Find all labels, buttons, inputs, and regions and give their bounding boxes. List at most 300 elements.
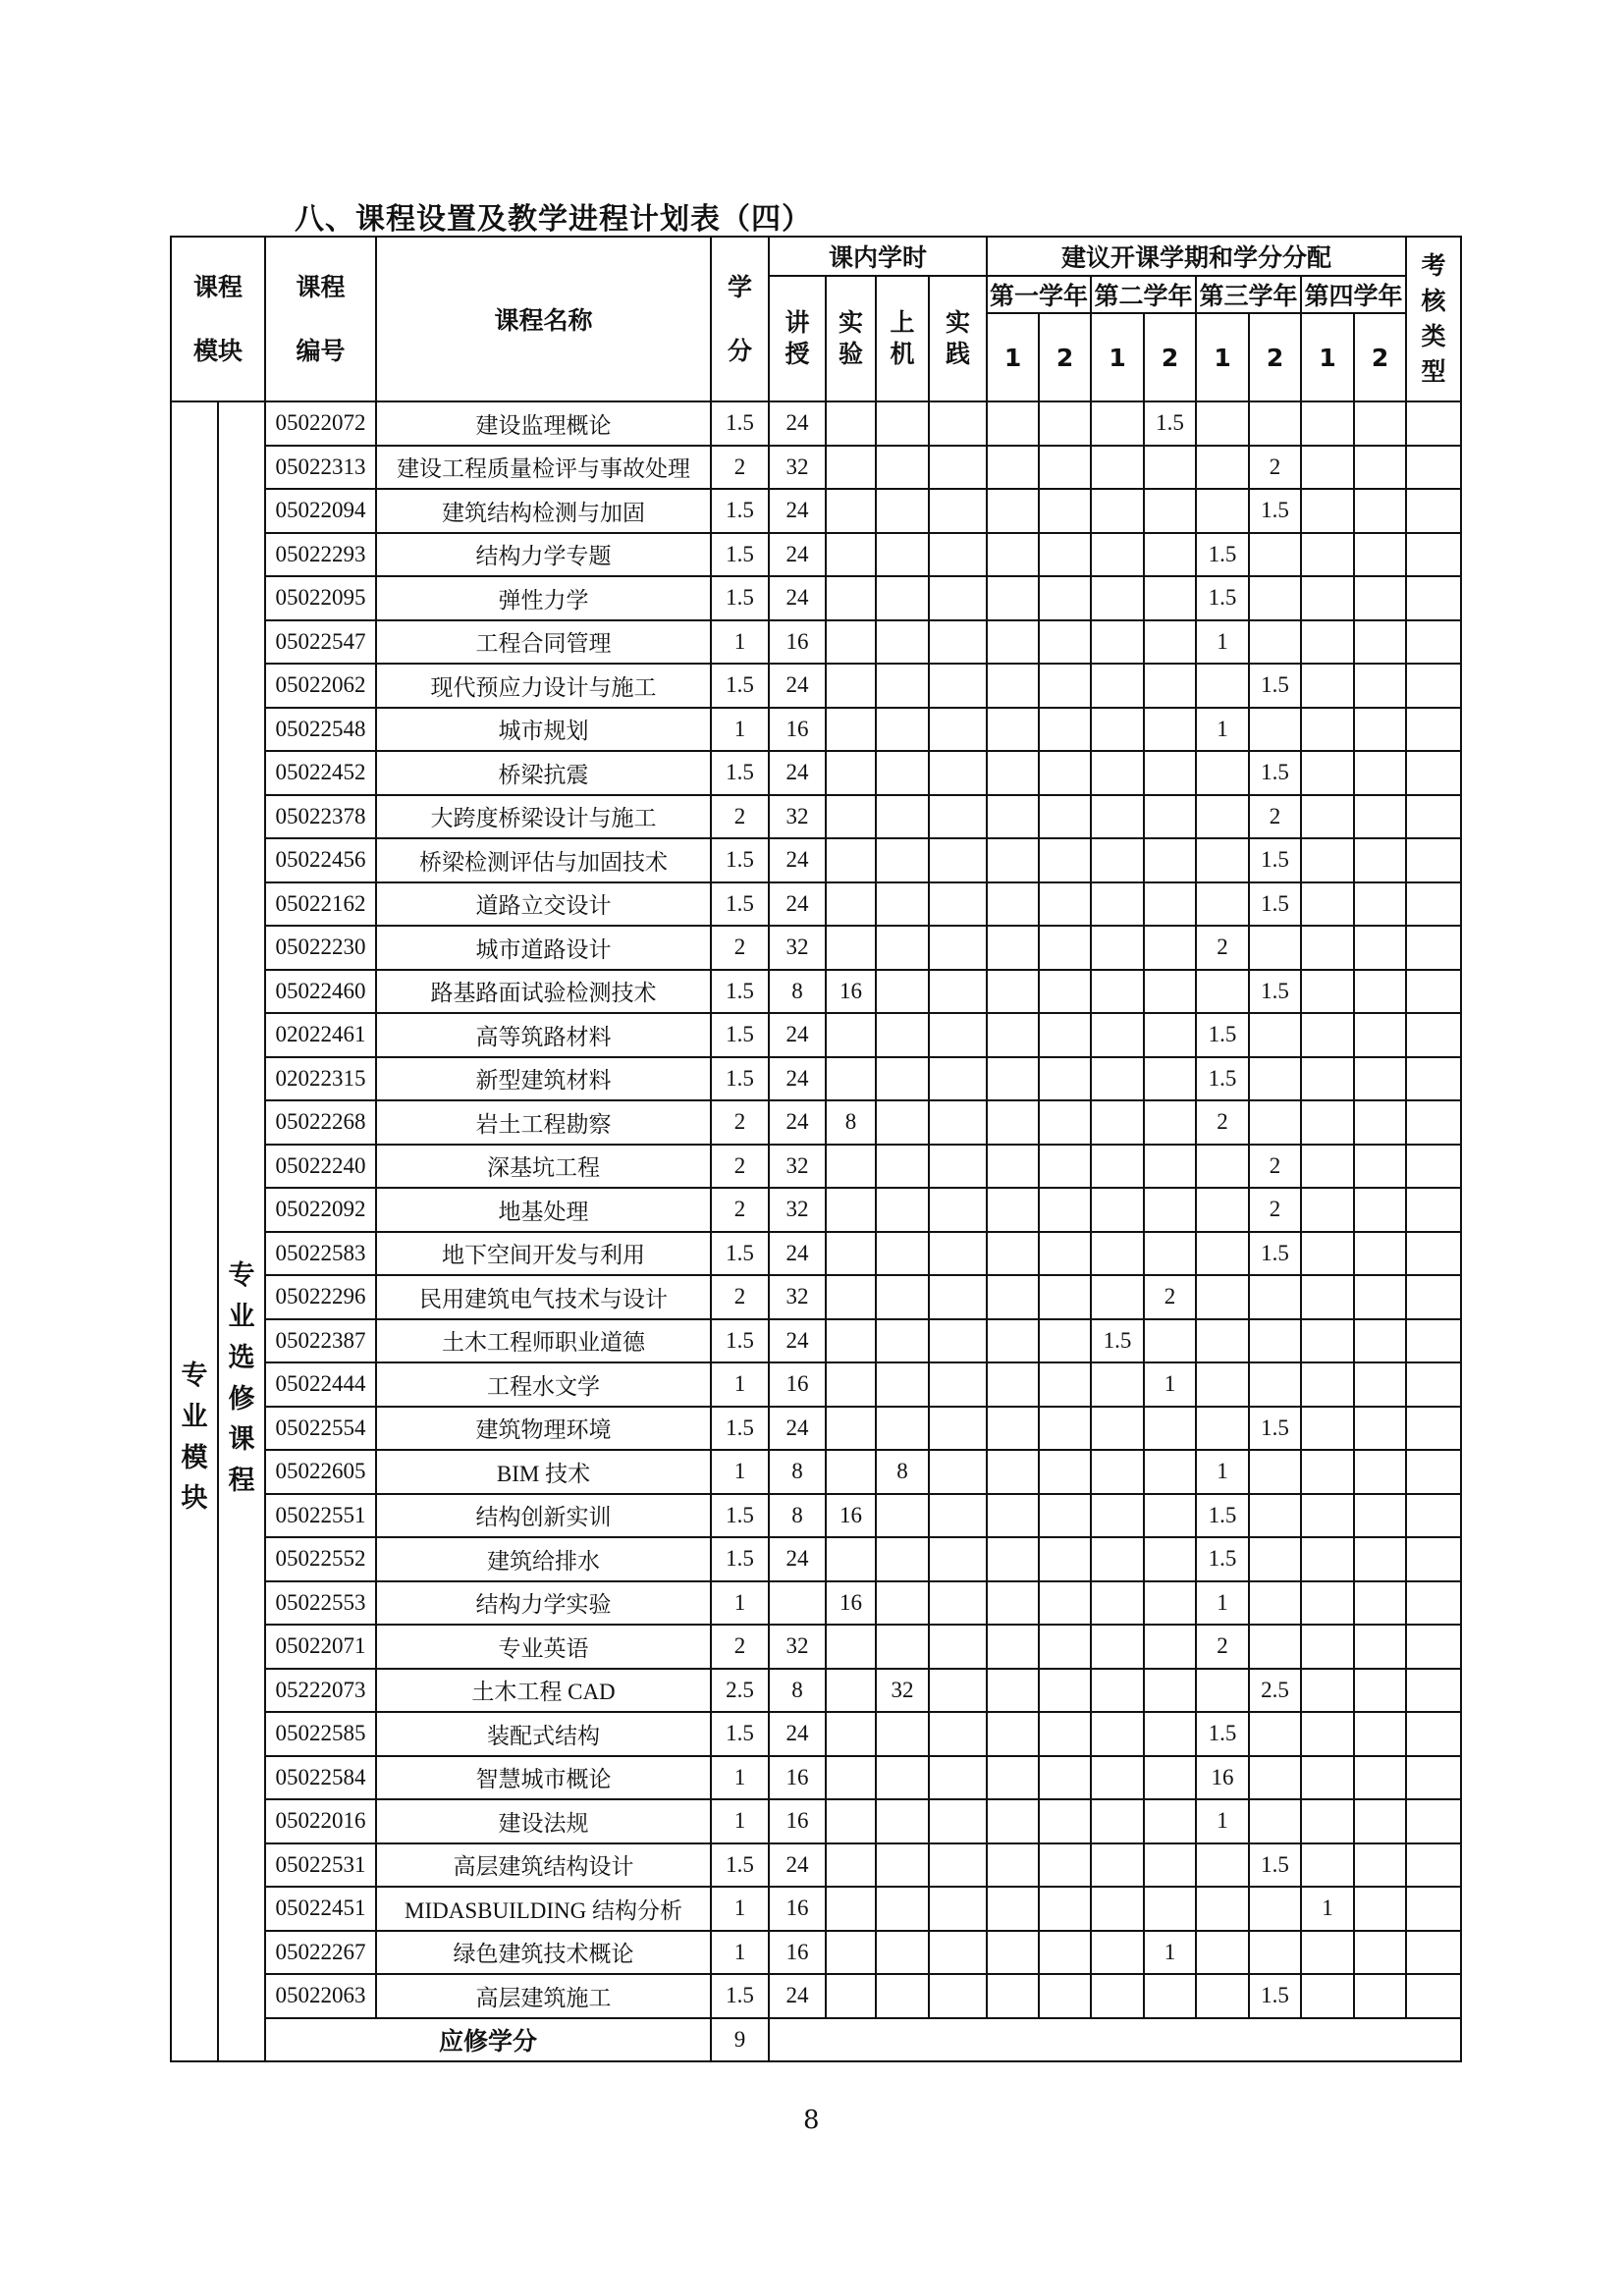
term-credit bbox=[1039, 1450, 1091, 1494]
course-code: 05022062 bbox=[265, 664, 376, 708]
course-name: 土木工程 CAD bbox=[376, 1669, 711, 1713]
hours-computer bbox=[876, 1799, 929, 1843]
table-row bbox=[171, 926, 1461, 970]
term-credit bbox=[1144, 1581, 1196, 1626]
term-credit bbox=[1196, 970, 1249, 1014]
term-credit bbox=[1196, 1931, 1249, 1975]
table-row bbox=[171, 1057, 1461, 1101]
term-credit bbox=[1196, 1362, 1249, 1407]
hours-practice bbox=[929, 1319, 987, 1363]
table-row bbox=[171, 1407, 1461, 1451]
exam-type bbox=[1406, 1057, 1461, 1101]
term-credit bbox=[1354, 664, 1406, 708]
term-credit bbox=[1354, 1100, 1406, 1145]
term-credit bbox=[1249, 1537, 1301, 1581]
course-name: 结构力学实验 bbox=[376, 1581, 711, 1626]
term-credit bbox=[1039, 1799, 1091, 1843]
course-credit: 1.5 bbox=[711, 1319, 769, 1363]
hours-computer bbox=[876, 1275, 929, 1319]
term-credit bbox=[1091, 1799, 1144, 1843]
course-credit: 1.5 bbox=[711, 1494, 769, 1538]
course-name: 结构创新实训 bbox=[376, 1494, 711, 1538]
hours-lab bbox=[826, 751, 876, 795]
course-code: 05222073 bbox=[265, 1669, 376, 1713]
term-credit bbox=[1354, 1494, 1406, 1538]
hours-practice bbox=[929, 1537, 987, 1581]
term-credit bbox=[1091, 533, 1144, 577]
hours-practice bbox=[929, 1145, 987, 1189]
header-semester-group: 建议开课学期和学分分配 bbox=[987, 237, 1406, 276]
term-credit bbox=[1091, 1232, 1144, 1276]
header-term: 1 bbox=[987, 313, 1039, 401]
course-credit: 1.5 bbox=[711, 533, 769, 577]
exam-type bbox=[1406, 489, 1461, 533]
term-credit bbox=[1144, 620, 1196, 665]
term-credit bbox=[1144, 1799, 1196, 1843]
course-name: 绿色建筑技术概论 bbox=[376, 1931, 711, 1975]
term-credit bbox=[1091, 882, 1144, 927]
hours-lecture: 24 bbox=[769, 576, 826, 620]
term-credit bbox=[1301, 1974, 1354, 2018]
term-credit bbox=[987, 1057, 1039, 1101]
term-credit bbox=[1091, 1013, 1144, 1057]
course-name: 地基处理 bbox=[376, 1188, 711, 1232]
hours-practice bbox=[929, 401, 987, 446]
exam-type bbox=[1406, 401, 1461, 446]
term-credit: 1.5 bbox=[1091, 1319, 1144, 1363]
term-credit bbox=[1039, 1362, 1091, 1407]
exam-type bbox=[1406, 664, 1461, 708]
course-code: 05022071 bbox=[265, 1625, 376, 1669]
term-credit bbox=[1091, 576, 1144, 620]
exam-type bbox=[1406, 1537, 1461, 1581]
hours-lab bbox=[826, 926, 876, 970]
hours-computer bbox=[876, 1625, 929, 1669]
term-credit bbox=[1091, 1625, 1144, 1669]
table-row bbox=[171, 795, 1461, 839]
table-row bbox=[171, 751, 1461, 795]
course-code: 05022092 bbox=[265, 1188, 376, 1232]
term-credit bbox=[1301, 1100, 1354, 1145]
course-credit: 1.5 bbox=[711, 1537, 769, 1581]
page-title: 八、课程设置及教学进程计划表（四） bbox=[295, 202, 812, 237]
hours-lab bbox=[826, 1931, 876, 1975]
course-credit: 1 bbox=[711, 1756, 769, 1800]
exam-type bbox=[1406, 1450, 1461, 1494]
course-code: 05022296 bbox=[265, 1275, 376, 1319]
hours-computer bbox=[876, 620, 929, 665]
term-credit bbox=[1354, 1145, 1406, 1189]
term-credit bbox=[1144, 533, 1196, 577]
course-name: 土木工程师职业道德 bbox=[376, 1319, 711, 1363]
term-credit bbox=[1196, 664, 1249, 708]
term-credit bbox=[1354, 576, 1406, 620]
course-credit: 1.5 bbox=[711, 1712, 769, 1756]
course-name: 建设监理概论 bbox=[376, 401, 711, 446]
hours-practice bbox=[929, 1275, 987, 1319]
term-credit bbox=[1039, 1145, 1091, 1189]
term-credit bbox=[987, 795, 1039, 839]
hours-practice bbox=[929, 1625, 987, 1669]
table-row bbox=[171, 576, 1461, 620]
hours-lecture: 24 bbox=[769, 1057, 826, 1101]
term-credit bbox=[987, 1887, 1039, 1931]
hours-lab bbox=[826, 1319, 876, 1363]
course-credit: 2.5 bbox=[711, 1669, 769, 1713]
course-code: 05022451 bbox=[265, 1887, 376, 1931]
term-credit bbox=[1354, 1843, 1406, 1888]
hours-lecture: 24 bbox=[769, 1537, 826, 1581]
term-credit bbox=[987, 1712, 1039, 1756]
term-credit bbox=[1144, 1712, 1196, 1756]
table-row bbox=[171, 970, 1461, 1014]
hours-computer bbox=[876, 751, 929, 795]
course-credit: 2 bbox=[711, 1625, 769, 1669]
hours-lecture: 8 bbox=[769, 970, 826, 1014]
term-credit: 1.5 bbox=[1196, 1494, 1249, 1538]
term-credit bbox=[987, 1188, 1039, 1232]
table-row bbox=[171, 1145, 1461, 1189]
hours-computer bbox=[876, 1232, 929, 1276]
table-row bbox=[171, 1931, 1461, 1975]
term-credit bbox=[1144, 1974, 1196, 2018]
hours-computer: 8 bbox=[876, 1450, 929, 1494]
term-credit bbox=[1039, 401, 1091, 446]
term-credit bbox=[1091, 401, 1144, 446]
table-row bbox=[171, 1232, 1461, 1276]
term-credit bbox=[1144, 1057, 1196, 1101]
course-code: 05022378 bbox=[265, 795, 376, 839]
term-credit bbox=[1039, 1669, 1091, 1713]
term-credit bbox=[1354, 1013, 1406, 1057]
term-credit bbox=[1354, 1625, 1406, 1669]
term-credit bbox=[1301, 489, 1354, 533]
course-code: 05022456 bbox=[265, 838, 376, 882]
term-credit bbox=[1196, 489, 1249, 533]
term-credit bbox=[1144, 1188, 1196, 1232]
hours-lecture: 24 bbox=[769, 1843, 826, 1888]
hours-lecture: 16 bbox=[769, 1931, 826, 1975]
course-code: 05022554 bbox=[265, 1407, 376, 1451]
hours-computer bbox=[876, 1537, 929, 1581]
term-credit bbox=[1144, 1494, 1196, 1538]
term-credit bbox=[1354, 1275, 1406, 1319]
term-credit bbox=[1249, 1756, 1301, 1800]
hours-practice bbox=[929, 446, 987, 490]
term-credit bbox=[1091, 1100, 1144, 1145]
hours-lecture: 24 bbox=[769, 1232, 826, 1276]
course-credit: 1 bbox=[711, 1931, 769, 1975]
exam-type bbox=[1406, 1232, 1461, 1276]
hours-computer bbox=[876, 1756, 929, 1800]
term-credit bbox=[1039, 751, 1091, 795]
course-credit: 1.5 bbox=[711, 1057, 769, 1101]
term-credit bbox=[1301, 1625, 1354, 1669]
course-name: 城市道路设计 bbox=[376, 926, 711, 970]
course-code: 05022387 bbox=[265, 1319, 376, 1363]
term-credit bbox=[1301, 838, 1354, 882]
hours-lecture: 24 bbox=[769, 1974, 826, 2018]
hours-lecture: 24 bbox=[769, 882, 826, 927]
header-hours-group: 课内学时 bbox=[769, 237, 987, 276]
course-code: 05022553 bbox=[265, 1581, 376, 1626]
course-name: 建设工程质量检评与事故处理 bbox=[376, 446, 711, 490]
term-credit bbox=[1301, 926, 1354, 970]
hours-lecture: 32 bbox=[769, 1145, 826, 1189]
term-credit bbox=[1301, 1843, 1354, 1888]
hours-computer bbox=[876, 664, 929, 708]
term-credit bbox=[1144, 664, 1196, 708]
hours-computer bbox=[876, 1974, 929, 2018]
hours-lab bbox=[826, 446, 876, 490]
course-name: 建筑结构检测与加固 bbox=[376, 489, 711, 533]
term-credit bbox=[987, 926, 1039, 970]
course-name: MIDASBUILDING 结构分析 bbox=[376, 1887, 711, 1931]
course-name: 高层建筑结构设计 bbox=[376, 1843, 711, 1888]
term-credit bbox=[1039, 838, 1091, 882]
term-credit bbox=[1039, 1931, 1091, 1975]
course-name: 民用建筑电气技术与设计 bbox=[376, 1275, 711, 1319]
course-code: 05022605 bbox=[265, 1450, 376, 1494]
course-name: 建设法规 bbox=[376, 1799, 711, 1843]
hours-lab bbox=[826, 1013, 876, 1057]
term-credit bbox=[1249, 1057, 1301, 1101]
exam-type bbox=[1406, 1581, 1461, 1626]
hours-practice bbox=[929, 970, 987, 1014]
header-lab: 实 验 bbox=[826, 276, 876, 401]
table-row bbox=[171, 533, 1461, 577]
term-credit bbox=[1196, 751, 1249, 795]
term-credit bbox=[1354, 1537, 1406, 1581]
curriculum-table bbox=[170, 236, 1462, 2062]
term-credit bbox=[1039, 1232, 1091, 1276]
table-row bbox=[171, 489, 1461, 533]
header-term: 1 bbox=[1196, 313, 1249, 401]
term-credit bbox=[1144, 970, 1196, 1014]
course-code: 05022548 bbox=[265, 708, 376, 752]
table-row bbox=[171, 1843, 1461, 1888]
term-credit bbox=[1091, 1712, 1144, 1756]
term-credit bbox=[1144, 1407, 1196, 1451]
term-credit: 1.5 bbox=[1196, 1537, 1249, 1581]
course-code: 05022452 bbox=[265, 751, 376, 795]
term-credit bbox=[1039, 446, 1091, 490]
term-credit bbox=[1301, 795, 1354, 839]
term-credit bbox=[1039, 1188, 1091, 1232]
term-credit: 1.5 bbox=[1249, 1232, 1301, 1276]
hours-computer bbox=[876, 882, 929, 927]
term-credit bbox=[1144, 1843, 1196, 1888]
hours-lab bbox=[826, 401, 876, 446]
term-credit bbox=[987, 1145, 1039, 1189]
term-credit bbox=[1091, 1275, 1144, 1319]
hours-practice bbox=[929, 882, 987, 927]
hours-computer bbox=[876, 1712, 929, 1756]
course-credit: 1 bbox=[711, 1362, 769, 1407]
term-credit bbox=[1301, 446, 1354, 490]
hours-practice bbox=[929, 664, 987, 708]
course-name: 城市规划 bbox=[376, 708, 711, 752]
hours-practice bbox=[929, 1887, 987, 1931]
term-credit bbox=[1196, 446, 1249, 490]
term-credit: 2 bbox=[1196, 1625, 1249, 1669]
term-credit bbox=[1144, 1319, 1196, 1363]
term-credit bbox=[987, 751, 1039, 795]
term-credit bbox=[1301, 1145, 1354, 1189]
term-credit bbox=[1249, 1494, 1301, 1538]
exam-type bbox=[1406, 1013, 1461, 1057]
term-credit bbox=[1249, 1450, 1301, 1494]
term-credit bbox=[987, 533, 1039, 577]
term-credit bbox=[1091, 1843, 1144, 1888]
term-credit: 1.5 bbox=[1249, 751, 1301, 795]
term-credit bbox=[1301, 664, 1354, 708]
course-code: 05022293 bbox=[265, 533, 376, 577]
table-row bbox=[171, 1799, 1461, 1843]
term-credit: 1.5 bbox=[1196, 533, 1249, 577]
course-code: 05022584 bbox=[265, 1756, 376, 1800]
course-credit: 2 bbox=[711, 1188, 769, 1232]
term-credit bbox=[1354, 1407, 1406, 1451]
term-credit bbox=[1354, 1450, 1406, 1494]
hours-practice bbox=[929, 751, 987, 795]
hours-practice bbox=[929, 1799, 987, 1843]
term-credit bbox=[1354, 533, 1406, 577]
hours-computer: 32 bbox=[876, 1669, 929, 1713]
course-credit: 1.5 bbox=[711, 664, 769, 708]
term-credit bbox=[1354, 1362, 1406, 1407]
term-credit bbox=[1301, 1319, 1354, 1363]
term-credit bbox=[1039, 882, 1091, 927]
term-credit bbox=[1091, 838, 1144, 882]
hours-lab bbox=[826, 1362, 876, 1407]
hours-lab bbox=[826, 1057, 876, 1101]
exam-type bbox=[1406, 1799, 1461, 1843]
term-credit: 1 bbox=[1144, 1362, 1196, 1407]
term-credit bbox=[1091, 1756, 1144, 1800]
term-credit bbox=[1196, 1188, 1249, 1232]
course-name: 现代预应力设计与施工 bbox=[376, 664, 711, 708]
term-credit bbox=[1144, 1669, 1196, 1713]
hours-lecture: 24 bbox=[769, 838, 826, 882]
term-credit bbox=[1144, 1145, 1196, 1189]
term-credit bbox=[1091, 1581, 1144, 1626]
course-name: 大跨度桥梁设计与施工 bbox=[376, 795, 711, 839]
term-credit bbox=[1039, 1537, 1091, 1581]
course-name: 桥梁检测评估与加固技术 bbox=[376, 838, 711, 882]
term-credit bbox=[987, 970, 1039, 1014]
term-credit bbox=[987, 1669, 1039, 1713]
course-code: 05022460 bbox=[265, 970, 376, 1014]
term-credit bbox=[1039, 1100, 1091, 1145]
term-credit bbox=[1354, 1712, 1406, 1756]
term-credit bbox=[1039, 1712, 1091, 1756]
course-credit: 1.5 bbox=[711, 970, 769, 1014]
table-row bbox=[171, 1756, 1461, 1800]
term-credit bbox=[1301, 1756, 1354, 1800]
exam-type bbox=[1406, 1756, 1461, 1800]
hours-practice bbox=[929, 1494, 987, 1538]
hours-lab bbox=[826, 1407, 876, 1451]
exam-type bbox=[1406, 1145, 1461, 1189]
term-credit bbox=[987, 838, 1039, 882]
table-row bbox=[171, 1188, 1461, 1232]
term-credit bbox=[1354, 1581, 1406, 1626]
course-credit: 1.5 bbox=[711, 1407, 769, 1451]
hours-computer bbox=[876, 489, 929, 533]
header-year-4: 第四学年 bbox=[1301, 276, 1406, 313]
hours-computer bbox=[876, 838, 929, 882]
exam-type bbox=[1406, 1494, 1461, 1538]
course-name: 桥梁抗震 bbox=[376, 751, 711, 795]
hours-lab bbox=[826, 1887, 876, 1931]
course-credit: 2 bbox=[711, 446, 769, 490]
term-credit bbox=[1039, 1756, 1091, 1800]
course-code: 05022095 bbox=[265, 576, 376, 620]
term-credit bbox=[1091, 489, 1144, 533]
exam-type bbox=[1406, 1362, 1461, 1407]
exam-type bbox=[1406, 1931, 1461, 1975]
hours-computer bbox=[876, 446, 929, 490]
hours-practice bbox=[929, 1013, 987, 1057]
exam-type bbox=[1406, 838, 1461, 882]
term-credit bbox=[1091, 751, 1144, 795]
hours-computer bbox=[876, 401, 929, 446]
table-row bbox=[171, 401, 1461, 446]
term-credit bbox=[1249, 1931, 1301, 1975]
header-term: 2 bbox=[1354, 313, 1406, 401]
term-credit bbox=[1354, 1319, 1406, 1363]
term-credit: 1.5 bbox=[1249, 489, 1301, 533]
term-credit bbox=[987, 1100, 1039, 1145]
table-row bbox=[171, 1100, 1461, 1145]
course-code: 05022313 bbox=[265, 446, 376, 490]
course-code: 02022315 bbox=[265, 1057, 376, 1101]
hours-lab bbox=[826, 1843, 876, 1888]
term-credit bbox=[1196, 1887, 1249, 1931]
hours-lab bbox=[826, 795, 876, 839]
term-credit bbox=[1196, 795, 1249, 839]
term-credit bbox=[987, 1756, 1039, 1800]
course-code: 05022240 bbox=[265, 1145, 376, 1189]
course-credit: 1 bbox=[711, 1799, 769, 1843]
term-credit bbox=[1144, 1625, 1196, 1669]
course-name: 专业英语 bbox=[376, 1625, 711, 1669]
term-credit bbox=[1091, 926, 1144, 970]
hours-lecture: 8 bbox=[769, 1669, 826, 1713]
term-credit bbox=[1196, 1843, 1249, 1888]
term-credit bbox=[1196, 1145, 1249, 1189]
course-name: 新型建筑材料 bbox=[376, 1057, 711, 1101]
term-credit bbox=[1354, 751, 1406, 795]
term-credit bbox=[1039, 576, 1091, 620]
hours-practice bbox=[929, 1756, 987, 1800]
course-credit: 1 bbox=[711, 620, 769, 665]
term-credit bbox=[1091, 708, 1144, 752]
hours-computer bbox=[876, 1407, 929, 1451]
term-credit bbox=[987, 1407, 1039, 1451]
course-credit: 2 bbox=[711, 795, 769, 839]
term-credit bbox=[1144, 489, 1196, 533]
exam-type bbox=[1406, 926, 1461, 970]
term-credit bbox=[1249, 1319, 1301, 1363]
exam-type bbox=[1406, 751, 1461, 795]
course-credit: 1.5 bbox=[711, 882, 769, 927]
term-credit: 2 bbox=[1249, 1145, 1301, 1189]
term-credit bbox=[1249, 1100, 1301, 1145]
total-label: 应修学分 bbox=[265, 2018, 711, 2062]
hours-lecture: 24 bbox=[769, 489, 826, 533]
